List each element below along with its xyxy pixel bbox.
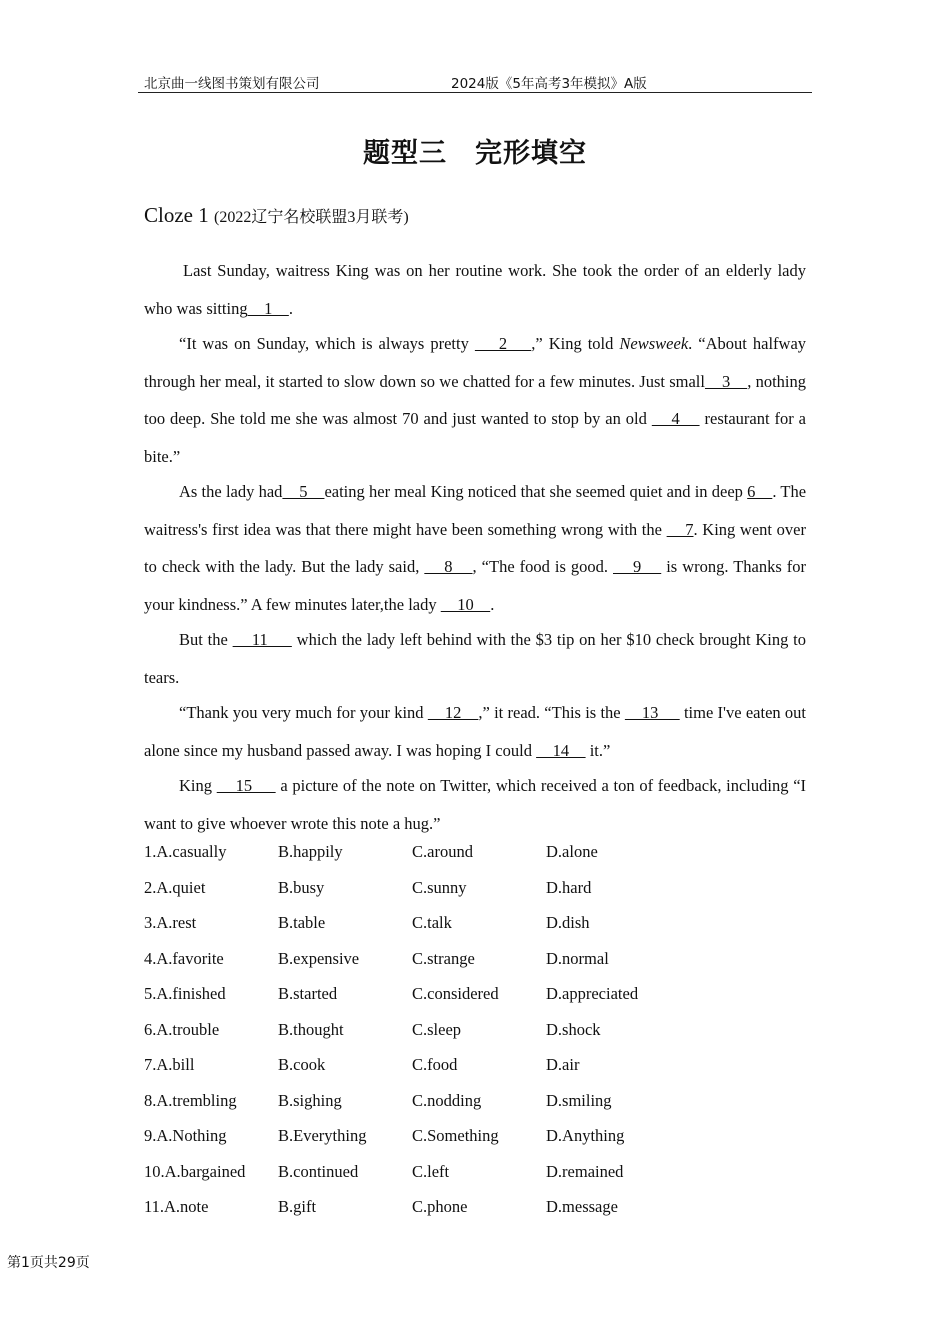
section-source: (2022辽宁名校联盟3月联考) [213,209,409,226]
option-a: 3.A.rest [144,913,197,932]
option-a: 10.A.bargained [144,1161,246,1181]
option-c: C.around [412,842,473,861]
blank-6: 6 [747,482,773,501]
option-row [144,1012,764,1048]
option-row [144,905,764,941]
passage-text: ,” it read. “This is the [478,703,625,722]
option-a: 8.A.trembling [144,1090,237,1110]
passage-text: “It was on Sunday, which is always pretty [179,334,475,353]
option-a: 6.A.trouble [144,1019,220,1039]
paragraph-1 [144,252,806,327]
blank-8: 8 [424,557,473,576]
option-b: B.gift [278,1197,317,1216]
option-d: D.shock [546,1019,601,1039]
option-b: B.continued [278,1161,359,1181]
option-b: B.table [278,913,326,932]
blank-9: 9 [613,557,662,576]
passage-text: “Thank you very much for your kind [179,703,428,722]
blank-5: 5 [282,482,325,501]
passage-text: restaurant for a bite.” [144,409,806,466]
passage-text: , “The food is good. [472,557,613,576]
cloze-passage [144,252,806,840]
passage-text: which the lady left behind with the $3 tip on her $10 check brought King to tears. [144,630,806,687]
option-d: D.hard [546,877,592,897]
option-c: C.considered [412,984,499,1003]
magazine-name: Newsweek [619,334,689,353]
passage-text: . [490,594,495,614]
option-row [144,1118,764,1154]
page-title [0,131,950,170]
option-c: C.strange [412,948,475,968]
option-b: B.expensive [278,948,360,968]
passage-text: As the lady had [179,482,283,501]
blank-11: 11 [232,630,292,649]
blank-12: 12 [427,703,479,722]
option-d: D.normal [546,948,609,968]
option-b: B.started [278,984,338,1003]
option-a: 4.A.favorite [144,948,224,968]
paragraph-2 [144,325,806,475]
paragraph-6 [144,767,806,842]
option-a: 1.A.casually [144,842,227,861]
option-c: C.talk [412,913,452,932]
paragraph-4 [144,621,806,696]
page-header [138,70,812,93]
option-b: B.cook [278,1055,326,1074]
paragraph-3 [144,473,806,623]
page-number: 第1页共29页 [7,1255,90,1271]
option-b: B.Everything [278,1126,367,1145]
option-a: 5.A.finished [144,984,226,1003]
option-b: B.thought [278,1019,344,1039]
publisher-name: 北京曲一线图书策划有限公司 [144,76,320,92]
option-d: D.remained [546,1161,624,1181]
option-d: D.air [546,1055,580,1074]
blank-10: 10 [440,594,491,614]
option-d: D.smiling [546,1090,612,1110]
option-c: C.nodding [412,1090,482,1110]
passage-text: But the [179,630,233,649]
blank-4: 4 [651,409,700,428]
option-b: B.sighing [278,1090,342,1110]
option-c: C.left [412,1161,450,1181]
passage-text: . King went over to check with the lady. But the lady said, [144,519,806,576]
passage-text: it.” [585,740,611,760]
passage-text: eating her meal King noticed that she seemed quiet and in deep [324,482,748,501]
option-a: 7.A.bill [144,1055,195,1074]
title-part-2: 完形填空 [475,138,587,169]
passage-text: King [179,776,217,795]
passage-text: . “About halfway through her meal, it started to slow down so we chatted for a few minutes. Just small [144,334,807,391]
passage-text: time I've eaten out alone since my husband passed away. I was hoping I could [144,703,806,760]
section-heading [144,203,409,228]
passage-text: . The waitress's first idea was that there might have been something wrong with the [144,482,807,539]
option-b: B.happily [278,842,343,861]
blank-15: 15 [216,776,276,795]
option-b: B.busy [278,877,325,897]
option-d: D.message [546,1197,618,1216]
passage-text: ,” King told [531,334,620,353]
option-c: C.sunny [412,877,467,897]
option-c: C.food [412,1055,458,1074]
option-row [144,941,764,977]
option-row [144,1083,764,1119]
passage-text: Last Sunday, waitress King was on her routine work. She took the order of an elderly lady who was sitting [144,261,806,318]
option-d: D.alone [546,842,598,861]
option-c: C.Something [412,1126,499,1145]
blank-7: 7 [666,519,694,539]
section-label: Cloze 1 [144,203,209,227]
option-d: D.Anything [546,1126,625,1145]
option-row [144,870,764,906]
passage-text: , nothing too deep. She told me she was almost 70 and just wanted to stop by an old [144,371,806,428]
option-a: 9.A.Nothing [144,1126,227,1145]
passage-text: a picture of the note on Twitter, which received a ton of feedback, including “I want to give whoever wrote this note a hug.” [144,776,807,833]
blank-14: 14 [536,740,586,760]
passage-text: . [288,298,293,318]
blank-2: 2 [474,334,532,353]
answer-options [144,834,764,1225]
option-d: D.dish [546,913,590,932]
option-c: C.sleep [412,1019,462,1039]
option-c: C.phone [412,1197,468,1216]
option-a: 2.A.quiet [144,877,206,897]
option-a: 11.A.note [144,1197,209,1216]
blank-13: 13 [624,703,680,722]
blank-3: 3 [704,371,748,391]
passage-text: is wrong. Thanks for your kindness.” A few minutes later,the lady [144,557,807,614]
option-row [144,1189,764,1225]
book-title: 2024版《5年高考3年模拟》A版 [451,76,647,92]
option-d: D.appreciated [546,984,639,1003]
option-row [144,1154,764,1190]
option-row [144,976,764,1012]
option-row [144,1047,764,1083]
option-row [144,834,764,870]
paragraph-5 [144,694,806,769]
blank-1: 1 [247,298,289,318]
title-part-1: 题型三 [363,138,447,169]
